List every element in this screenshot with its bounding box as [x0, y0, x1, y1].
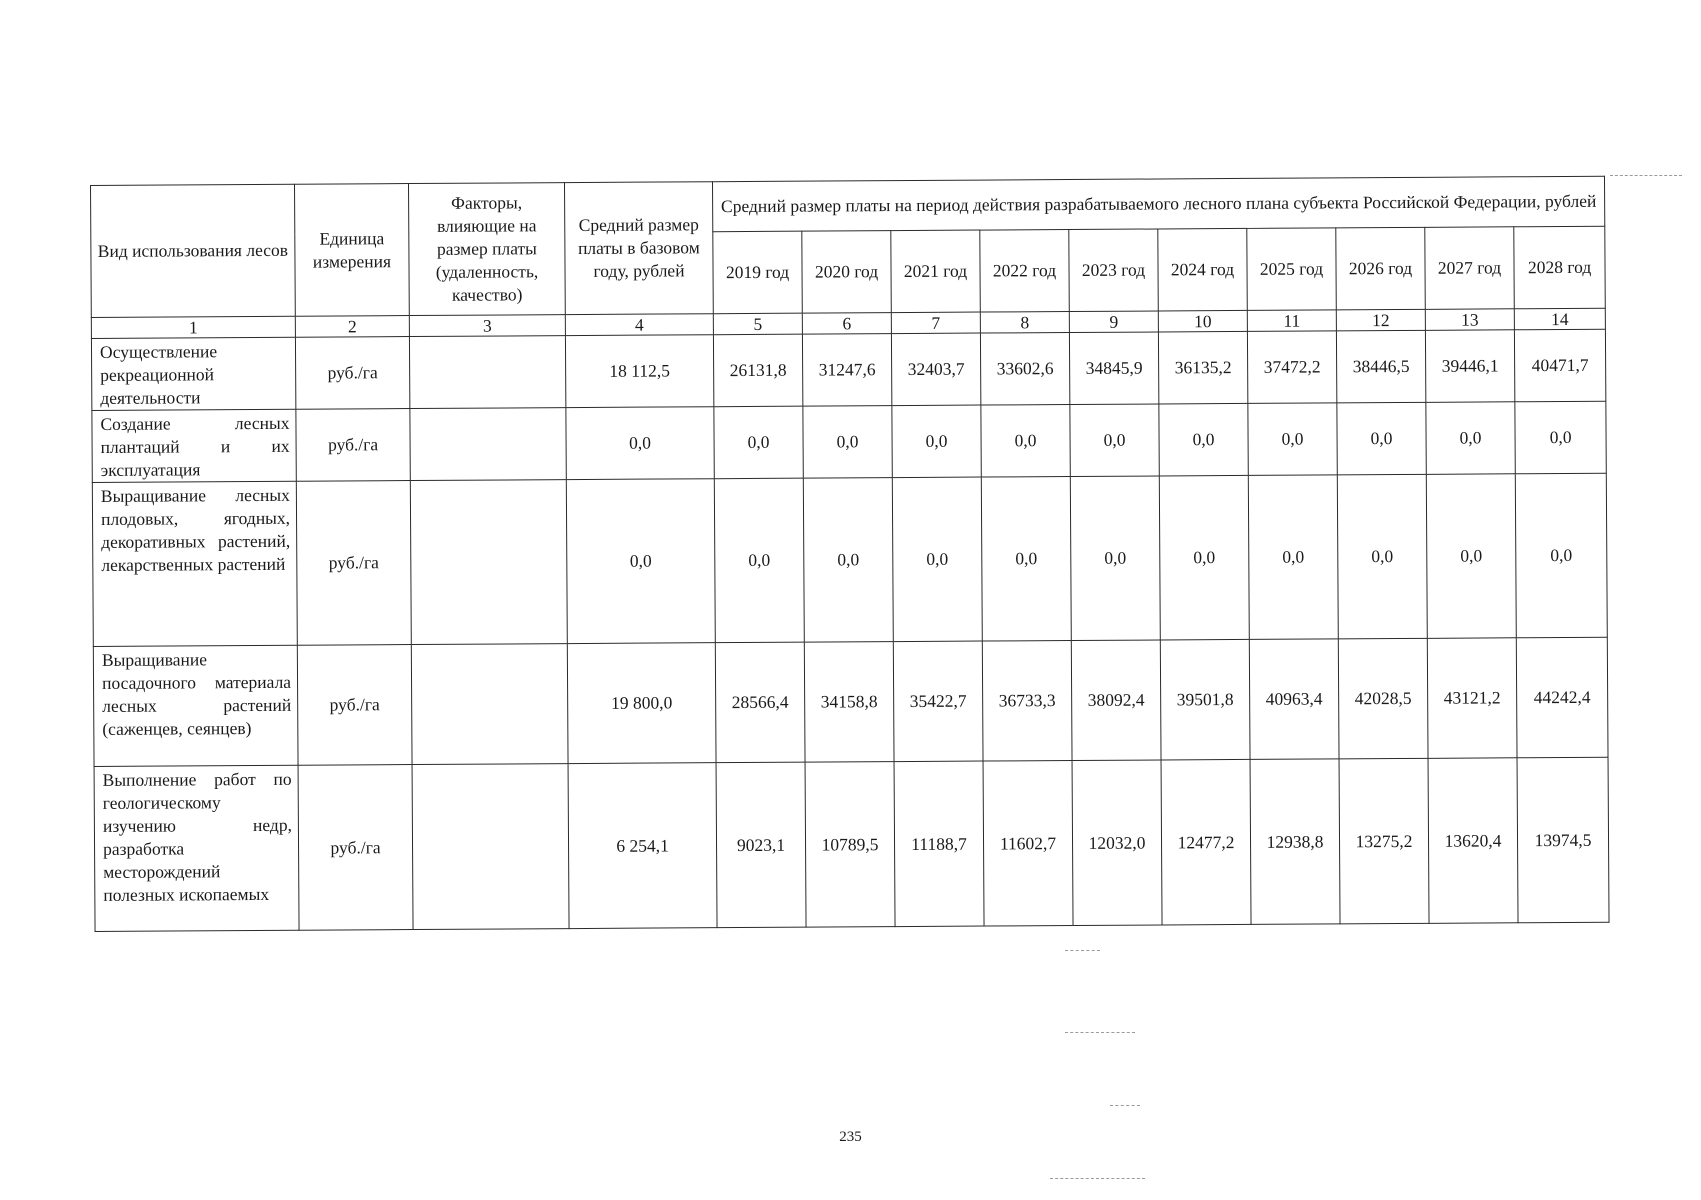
- header-base-year-fee: Средний размер платы в базовом году, рублей: [564, 182, 713, 315]
- year-fee-cell: 12938,8: [1250, 759, 1340, 925]
- year-fee-cell: 0,0: [714, 478, 804, 643]
- year-fee-cell: 12032,0: [1072, 760, 1162, 926]
- column-number: 10: [1158, 310, 1247, 332]
- column-number: 11: [1247, 310, 1336, 332]
- header-year: 2028 год: [1514, 226, 1606, 309]
- header-year: 2019 год: [713, 231, 802, 314]
- year-fee-cell: 39501,8: [1160, 639, 1250, 760]
- year-fee-cell: 40963,4: [1249, 639, 1339, 760]
- table-row: [93, 637, 1608, 766]
- year-fee-cell: 0,0: [714, 406, 803, 479]
- header-year: 2026 год: [1336, 227, 1425, 310]
- year-fee-cell: 42028,5: [1338, 638, 1428, 759]
- column-number: 5: [713, 313, 802, 335]
- year-fee-cell: 44242,4: [1516, 637, 1608, 758]
- factors-cell: [409, 336, 565, 409]
- year-fee-cell: 0,0: [1248, 475, 1338, 640]
- year-fee-cell: 0,0: [1159, 475, 1249, 640]
- year-fee-cell: 43121,2: [1427, 638, 1517, 759]
- year-fee-cell: 40471,7: [1514, 329, 1606, 402]
- year-fee-cell: 34158,8: [804, 642, 894, 763]
- year-fee-cell: 35422,7: [893, 641, 983, 762]
- unit-cell: руб./га: [296, 481, 411, 646]
- header-unit: Единица измерения: [294, 184, 409, 317]
- base-fee-cell: 0,0: [566, 479, 715, 644]
- year-fee-cell: 32403,7: [891, 333, 980, 406]
- year-fee-cell: 36135,2: [1158, 331, 1247, 404]
- column-number: 13: [1425, 309, 1514, 331]
- page-number: 235: [839, 1129, 862, 1145]
- scan-artifact: [1065, 950, 1100, 951]
- factors-cell: [410, 408, 566, 481]
- base-fee-cell: 0,0: [566, 407, 714, 480]
- header-year: 2025 год: [1247, 228, 1336, 311]
- usage-type-cell: Выполнение работ по геологическому изучению недр, разработка месторождений полезных ископаемых: [94, 765, 299, 931]
- year-fee-cell: 0,0: [1248, 403, 1337, 476]
- scan-artifact: [1610, 175, 1682, 176]
- year-fee-cell: 0,0: [1515, 401, 1607, 474]
- year-fee-cell: 28566,4: [715, 642, 805, 763]
- column-number: 8: [980, 312, 1069, 334]
- header-year: 2021 год: [891, 230, 980, 313]
- header-year: 2020 год: [802, 231, 891, 314]
- column-number: 12: [1336, 309, 1425, 331]
- column-number: 7: [891, 312, 980, 334]
- column-number: 6: [802, 313, 891, 335]
- usage-type-cell: Создание лесных плантаций и их эксплуатация: [92, 409, 296, 482]
- year-fee-cell: 0,0: [981, 477, 1071, 642]
- base-fee-cell: 6 254,1: [568, 763, 717, 929]
- factors-cell: [412, 764, 569, 930]
- year-fee-cell: 0,0: [1337, 402, 1426, 475]
- year-fee-cell: 26131,8: [713, 334, 802, 407]
- scan-artifact: [1065, 1032, 1135, 1033]
- year-fee-cell: 33602,6: [980, 333, 1069, 406]
- column-number: 14: [1514, 308, 1605, 330]
- year-fee-cell: 0,0: [803, 406, 892, 479]
- year-fee-cell: 34845,9: [1069, 332, 1158, 405]
- unit-cell: руб./га: [298, 765, 413, 931]
- year-fee-cell: 11602,7: [983, 761, 1073, 927]
- unit-cell: руб./га: [295, 337, 409, 410]
- factors-cell: [411, 644, 568, 765]
- header-factors: Факторы, влияющие на размер платы (удаленность, качество): [408, 183, 565, 316]
- year-fee-cell: 13974,5: [1517, 757, 1609, 923]
- scan-artifact: [1050, 1178, 1145, 1179]
- year-fee-cell: 0,0: [892, 477, 982, 642]
- factors-cell: [410, 480, 567, 645]
- year-fee-cell: 39446,1: [1425, 330, 1514, 403]
- header-period-fee: Средний размер платы на период действия разрабатываемого лесного плана субъекта Российской Федерации, рублей: [712, 176, 1604, 231]
- year-fee-cell: 0,0: [1515, 473, 1607, 638]
- header-year: 2024 год: [1158, 228, 1247, 311]
- year-fee-cell: 36733,3: [982, 641, 1072, 762]
- year-fee-cell: 12477,2: [1161, 759, 1251, 925]
- year-fee-cell: 13275,2: [1339, 758, 1429, 924]
- year-fee-cell: 0,0: [1070, 404, 1159, 477]
- column-number: 4: [565, 314, 713, 336]
- header-year: 2027 год: [1425, 227, 1514, 310]
- year-fee-cell: 13620,4: [1428, 758, 1518, 924]
- usage-type-cell: Осуществление рекреационной деятельности: [91, 337, 295, 410]
- unit-cell: руб./га: [297, 645, 412, 766]
- header-year: 2022 год: [980, 230, 1069, 313]
- year-fee-cell: 0,0: [1337, 474, 1427, 639]
- usage-type-cell: Выращивание лесных плодовых, ягодных, декоративных растений, лекарственных растений: [92, 481, 297, 646]
- year-fee-cell: 38446,5: [1336, 330, 1425, 403]
- usage-type-cell: Выращивание посадочного материала лесных растений (саженцев, сеянцев): [93, 645, 298, 766]
- year-fee-cell: 37472,2: [1247, 331, 1336, 404]
- year-fee-cell: 9023,1: [716, 762, 806, 928]
- year-fee-cell: 38092,4: [1071, 640, 1161, 761]
- year-fee-cell: 11188,7: [894, 761, 984, 927]
- column-number: 3: [409, 315, 565, 337]
- table-row: [94, 757, 1609, 931]
- base-fee-cell: 18 112,5: [565, 335, 713, 408]
- year-fee-cell: 10789,5: [805, 762, 895, 928]
- column-number: 9: [1069, 311, 1158, 333]
- base-fee-cell: 19 800,0: [567, 643, 716, 764]
- table-row: [92, 473, 1607, 646]
- header-year: 2023 год: [1069, 229, 1158, 312]
- year-fee-cell: 31247,6: [802, 334, 891, 407]
- fee-table: [90, 176, 1610, 932]
- table-row: [91, 329, 1605, 410]
- year-fee-cell: 0,0: [1159, 403, 1248, 476]
- year-fee-cell: 0,0: [1426, 402, 1515, 475]
- table-row: [92, 401, 1606, 482]
- year-fee-cell: 0,0: [981, 405, 1070, 478]
- column-number: 2: [295, 316, 409, 338]
- unit-cell: руб./га: [296, 409, 410, 482]
- year-fee-cell: 0,0: [1070, 476, 1160, 641]
- year-fee-cell: 0,0: [1426, 474, 1516, 639]
- header-usage-type: Вид использования лесов: [91, 184, 296, 317]
- scan-artifact: [1110, 1105, 1140, 1106]
- year-fee-cell: 0,0: [803, 478, 893, 643]
- column-number: 1: [91, 316, 295, 338]
- year-fee-cell: 0,0: [892, 405, 981, 478]
